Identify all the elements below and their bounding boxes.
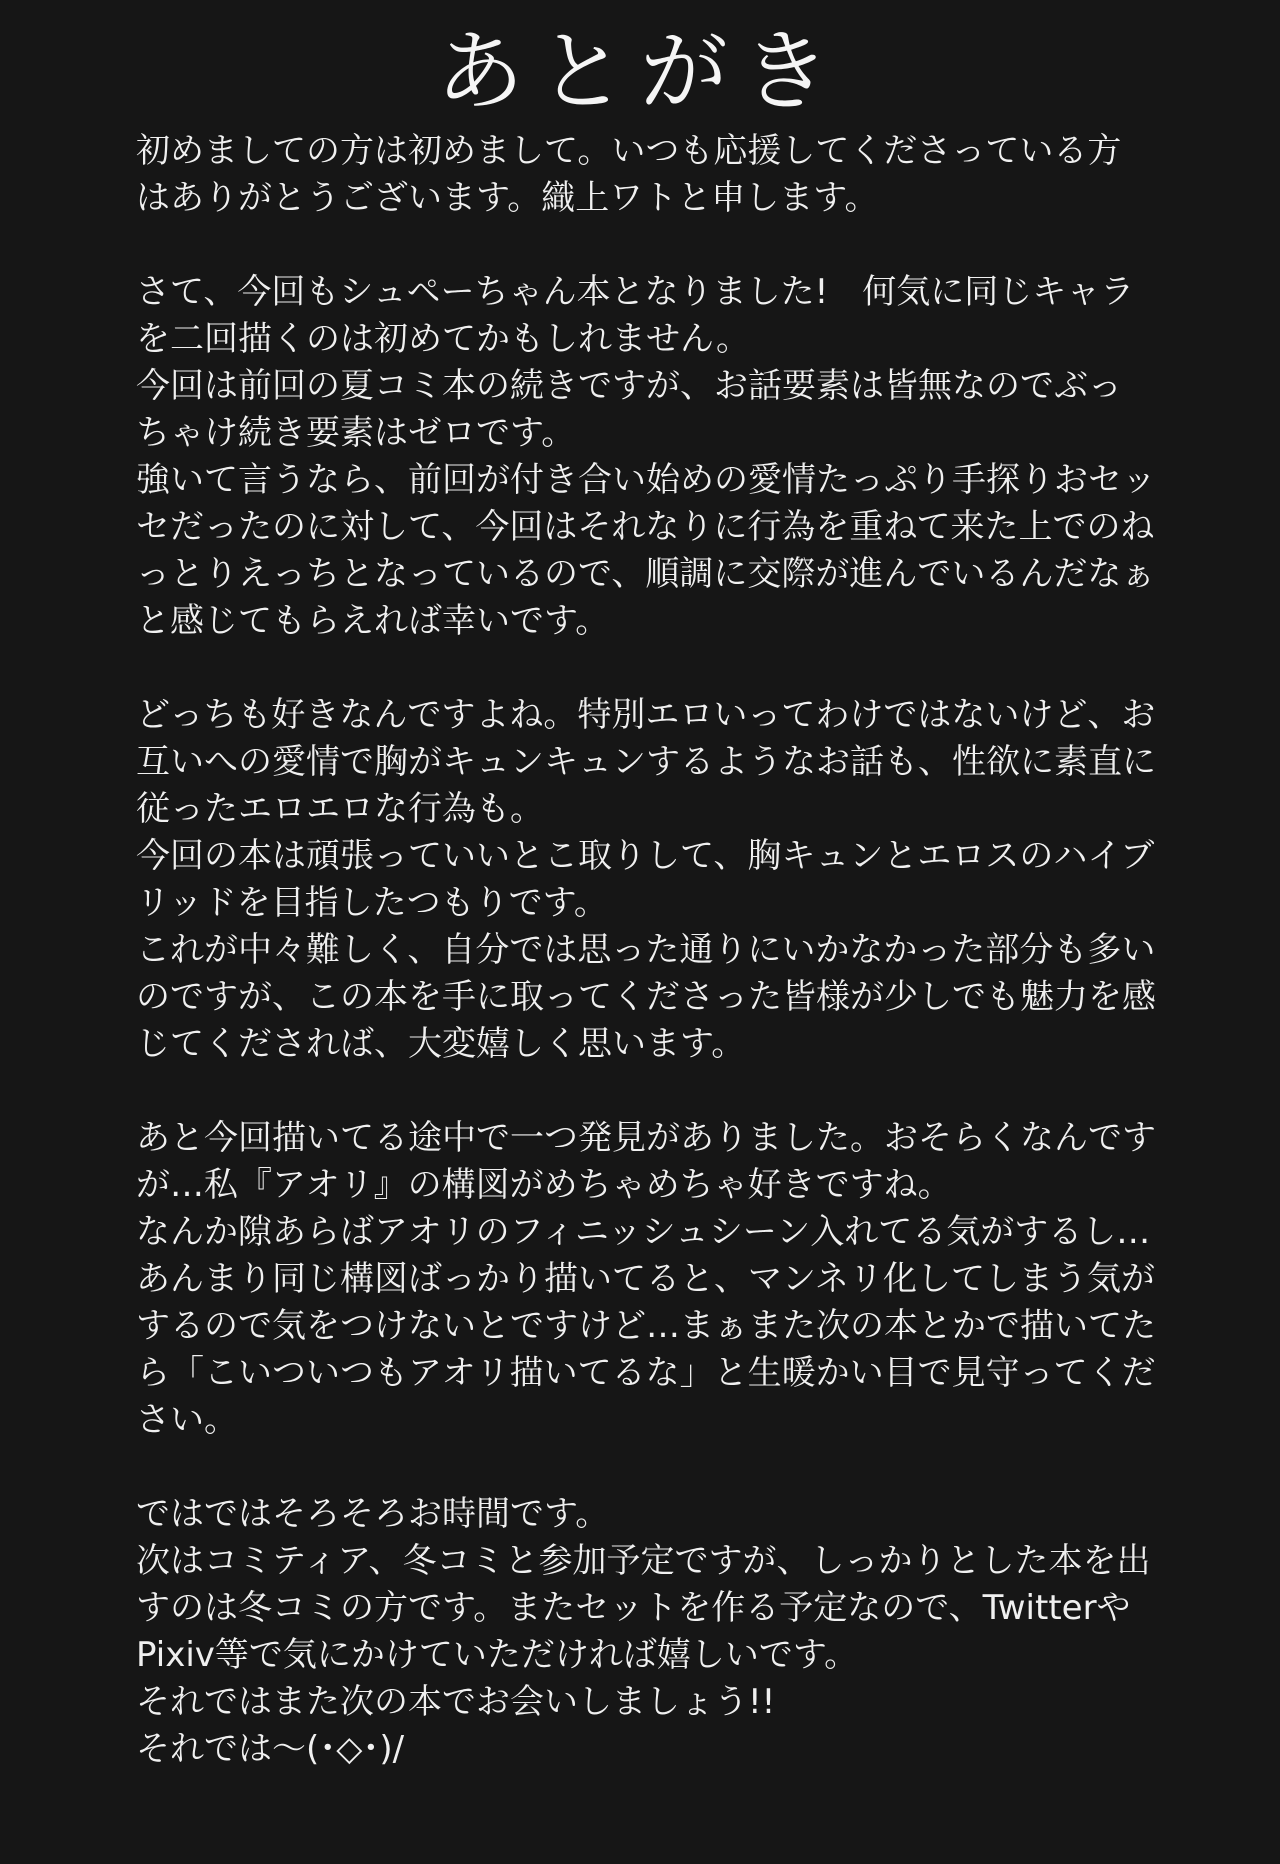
text-line: すのは冬コミの方です。またセットを作る予定なので、Twitterや [136, 1588, 1131, 1628]
text-line: さて、今回もシュペーちゃん本となりました! 何気に同じキャラ [136, 272, 1135, 312]
text-line: セだったのに対して、今回はそれなりに行為を重ねて来た上でのね [136, 507, 1155, 547]
text-line: さい。 [136, 1400, 238, 1440]
paragraph-gap [136, 1068, 1246, 1115]
text-line: 今回の本は頑張っていいとこ取りして、胸キュンとエロスのハイブ [136, 836, 1155, 876]
text-line: ではではそろそろお時間です。 [136, 1494, 610, 1534]
text-line: これが中々難しく、自分では思った通りにいかなかった部分も多い [136, 930, 1156, 970]
paragraph-concept [136, 692, 1246, 1068]
text-line: を二回描くのは初めてかもしれません。 [136, 319, 751, 359]
paragraph-discovery [136, 1115, 1246, 1444]
page-title: あとがき [435, 20, 844, 123]
text-line: はありがとうございます。織上ワトと申します。 [136, 178, 879, 218]
paragraph-gap [136, 222, 1246, 269]
text-line: じてくだされば、大変嬉しく思います。 [136, 1024, 746, 1064]
text-line: と感じてもらえれば幸いです。 [136, 601, 610, 641]
text-line: 今回は前回の夏コミ本の続きですが、お話要素は皆無なのでぶっ [136, 366, 1122, 406]
text-line: するので気をつけないとですけど…まぁまた次の本とかで描いてた [136, 1306, 1156, 1346]
paragraph-closing [136, 1491, 1246, 1773]
text-line: リッドを目指したつもりです。 [136, 883, 608, 923]
paragraph-gap [136, 645, 1246, 692]
text-line: ちゃけ続き要素はゼロです。 [136, 413, 576, 453]
paragraph-greeting [136, 128, 1246, 222]
text-line: あんまり同じ構図ばっかり描いてると、マンネリ化してしまう気が [136, 1259, 1155, 1299]
text-line: 次はコミティア、冬コミと参加予定ですが、しっかりとした本を出 [136, 1541, 1151, 1581]
text-line: 互いへの愛情で胸がキュンキュンするようなお話も、性欲に素直に [136, 742, 1156, 782]
text-line: あと今回描いてる途中で一つ発見がありました。おそらくなんです [136, 1118, 1156, 1158]
text-line: が…私『アオリ』の構図がめちゃめちゃ好きですね。 [136, 1165, 952, 1205]
text-line: ら「こいついつもアオリ描いてるな」と生暖かい目で見守ってくだ [136, 1353, 1156, 1393]
text-line: 初めましての方は初めまして。いつも応援してくださっている方 [136, 131, 1122, 171]
text-line: なんか隙あらばアオリのフィニッシュシーン入れてる気がするし… [136, 1212, 1151, 1252]
paragraph-about-book [136, 269, 1246, 645]
text-line: Pixiv等で気にかけていただければ嬉しいです。 [136, 1635, 859, 1675]
text-line: それではまた次の本でお会いしましょう!! [136, 1682, 776, 1722]
text-line: それでは～(･◇･)/ [136, 1729, 405, 1769]
text-line: っとりえっちとなっているので、順調に交際が進んでいるんだなぁ [136, 554, 1156, 594]
afterword-body [136, 128, 1246, 1773]
text-line: 従ったエロエロな行為も。 [136, 789, 544, 829]
text-line: のですが、この本を手に取ってくださった皆様が少しでも魅力を感 [136, 977, 1156, 1017]
paragraph-gap [136, 1444, 1246, 1491]
text-line: 強いて言うなら、前回が付き合い始めの愛情たっぷり手探りおセッ [136, 460, 1156, 500]
text-line: どっちも好きなんですよね。特別エロいってわけではないけど、お [136, 695, 1156, 735]
